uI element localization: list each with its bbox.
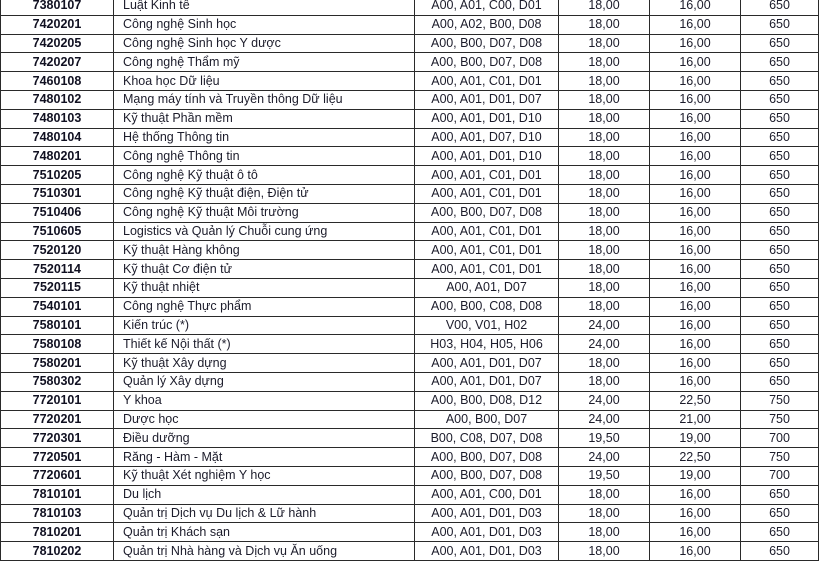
score-cell: 18,00 [559, 372, 650, 391]
score-cell: 16,00 [650, 504, 741, 523]
major-code-cell: 7420201 [1, 15, 114, 34]
major-name-cell: Răng - Hàm - Mặt [114, 448, 415, 467]
score-cell: 650 [741, 354, 819, 373]
score-cell: 750 [741, 391, 819, 410]
table-row [1, 278, 819, 297]
subject-combination-cell: A00, B00, D07, D08 [415, 53, 559, 72]
table-row [1, 72, 819, 91]
score-cell: 650 [741, 542, 819, 561]
major-name-cell: Khoa học Dữ liệu [114, 72, 415, 91]
major-name-cell: Luật Kinh tế [114, 0, 415, 15]
score-cell: 650 [741, 335, 819, 354]
score-cell: 650 [741, 504, 819, 523]
table-row [1, 466, 819, 485]
subject-combination-cell: A00, B00, D08, D12 [415, 391, 559, 410]
subject-combination-cell: A00, B00, D07 [415, 410, 559, 429]
score-cell: 16,00 [650, 147, 741, 166]
score-cell: 650 [741, 72, 819, 91]
major-name-cell: Quản trị Dịch vụ Du lịch & Lữ hành [114, 504, 415, 523]
score-cell: 16,00 [650, 372, 741, 391]
major-code-cell: 7580108 [1, 335, 114, 354]
major-name-cell: Mạng máy tính và Truyền thông Dữ liệu [114, 90, 415, 109]
major-name-cell: Công nghệ Thực phẩm [114, 297, 415, 316]
score-cell: 16,00 [650, 34, 741, 53]
score-cell: 24,00 [559, 316, 650, 335]
major-name-cell: Kỹ thuật Hàng không [114, 241, 415, 260]
major-name-cell: Hệ thống Thông tin [114, 128, 415, 147]
score-cell: 16,00 [650, 335, 741, 354]
major-code-cell: 7580302 [1, 372, 114, 391]
score-cell: 18,00 [559, 203, 650, 222]
score-cell: 18,00 [559, 485, 650, 504]
table-row [1, 0, 819, 15]
major-code-cell: 7510605 [1, 222, 114, 241]
score-cell: 650 [741, 109, 819, 128]
score-cell: 16,00 [650, 203, 741, 222]
score-cell: 16,00 [650, 166, 741, 185]
score-cell: 18,00 [559, 128, 650, 147]
score-cell: 750 [741, 410, 819, 429]
major-code-cell: 7720201 [1, 410, 114, 429]
subject-combination-cell: A00, A01, D01, D07 [415, 372, 559, 391]
subject-combination-cell: A00, A01, D01, D03 [415, 504, 559, 523]
table-row [1, 485, 819, 504]
major-name-cell: Quản trị Nhà hàng và Dịch vụ Ăn uống [114, 542, 415, 561]
subject-combination-cell: A00, A01, C01, D01 [415, 241, 559, 260]
major-name-cell: Công nghệ Thông tin [114, 147, 415, 166]
score-cell: 16,00 [650, 260, 741, 279]
score-cell: 22,50 [650, 391, 741, 410]
table-row [1, 222, 819, 241]
table-row [1, 260, 819, 279]
score-cell: 18,00 [559, 222, 650, 241]
table-row [1, 542, 819, 561]
score-cell: 650 [741, 297, 819, 316]
major-code-cell: 7580201 [1, 354, 114, 373]
major-code-cell: 7480102 [1, 90, 114, 109]
major-code-cell: 7810101 [1, 485, 114, 504]
score-cell: 18,00 [559, 15, 650, 34]
subject-combination-cell: A00, B00, D07, D08 [415, 466, 559, 485]
score-cell: 16,00 [650, 297, 741, 316]
subject-combination-cell: A00, A01, D01, D10 [415, 109, 559, 128]
score-cell: 19,00 [650, 466, 741, 485]
table-row [1, 523, 819, 542]
score-cell: 16,00 [650, 109, 741, 128]
major-name-cell: Công nghệ Kỹ thuật ô tô [114, 166, 415, 185]
score-cell: 700 [741, 466, 819, 485]
major-code-cell: 7420205 [1, 34, 114, 53]
score-cell: 16,00 [650, 241, 741, 260]
score-cell: 18,00 [559, 297, 650, 316]
table-row [1, 203, 819, 222]
subject-combination-cell: A00, A01, D07, D10 [415, 128, 559, 147]
subject-combination-cell: A00, A01, D01, D03 [415, 542, 559, 561]
major-code-cell: 7520114 [1, 260, 114, 279]
major-code-cell: 7720301 [1, 429, 114, 448]
table-body [1, 0, 819, 560]
score-cell: 650 [741, 147, 819, 166]
major-code-cell: 7460108 [1, 72, 114, 91]
score-cell: 16,00 [650, 542, 741, 561]
table-row [1, 166, 819, 185]
table-row [1, 53, 819, 72]
major-code-cell: 7480201 [1, 147, 114, 166]
score-cell: 18,00 [559, 184, 650, 203]
major-code-cell: 7810103 [1, 504, 114, 523]
subject-combination-cell: A00, A02, B00, D08 [415, 15, 559, 34]
table-row [1, 241, 819, 260]
major-code-cell: 7480104 [1, 128, 114, 147]
score-cell: 24,00 [559, 448, 650, 467]
score-cell: 650 [741, 0, 819, 15]
score-cell: 650 [741, 278, 819, 297]
major-code-cell: 7810202 [1, 542, 114, 561]
score-cell: 18,00 [559, 53, 650, 72]
table-row [1, 372, 819, 391]
score-cell: 650 [741, 222, 819, 241]
major-code-cell: 7380107 [1, 0, 114, 15]
subject-combination-cell: A00, A01, D07 [415, 278, 559, 297]
score-cell: 18,00 [559, 504, 650, 523]
table-row [1, 504, 819, 523]
score-cell: 16,00 [650, 15, 741, 34]
major-name-cell: Thiết kế Nội thất (*) [114, 335, 415, 354]
score-cell: 16,00 [650, 90, 741, 109]
major-code-cell: 7580101 [1, 316, 114, 335]
subject-combination-cell: A00, B00, D07, D08 [415, 448, 559, 467]
score-cell: 18,00 [559, 278, 650, 297]
table-row [1, 128, 819, 147]
score-cell: 16,00 [650, 128, 741, 147]
score-cell: 16,00 [650, 354, 741, 373]
subject-combination-cell: V00, V01, H02 [415, 316, 559, 335]
score-cell: 18,00 [559, 34, 650, 53]
score-cell: 650 [741, 53, 819, 72]
major-name-cell: Kỹ thuật nhiệt [114, 278, 415, 297]
major-name-cell: Kỹ thuật Xây dựng [114, 354, 415, 373]
table-row [1, 410, 819, 429]
major-code-cell: 7510406 [1, 203, 114, 222]
subject-combination-cell: A00, A01, C01, D01 [415, 222, 559, 241]
score-cell: 18,00 [559, 354, 650, 373]
subject-combination-cell: A00, B00, D07, D08 [415, 34, 559, 53]
score-cell: 16,00 [650, 485, 741, 504]
subject-combination-cell: B00, C08, D07, D08 [415, 429, 559, 448]
major-name-cell: Kiến trúc (*) [114, 316, 415, 335]
score-cell: 650 [741, 90, 819, 109]
score-cell: 18,00 [559, 147, 650, 166]
score-cell: 650 [741, 241, 819, 260]
score-cell: 16,00 [650, 222, 741, 241]
score-cell: 16,00 [650, 184, 741, 203]
table-row [1, 147, 819, 166]
subject-combination-cell: A00, A01, C01, D01 [415, 260, 559, 279]
score-cell: 16,00 [650, 523, 741, 542]
subject-combination-cell: A00, A01, C01, D01 [415, 166, 559, 185]
major-name-cell: Điều dưỡng [114, 429, 415, 448]
subject-combination-cell: H03, H04, H05, H06 [415, 335, 559, 354]
subject-combination-cell: A00, A01, C00, D01 [415, 0, 559, 15]
major-name-cell: Quản trị Khách sạn [114, 523, 415, 542]
score-cell: 19,50 [559, 466, 650, 485]
major-code-cell: 7480103 [1, 109, 114, 128]
major-name-cell: Kỹ thuật Phần mềm [114, 109, 415, 128]
subject-combination-cell: A00, A01, D01, D03 [415, 523, 559, 542]
score-cell: 650 [741, 372, 819, 391]
table-row [1, 448, 819, 467]
subject-combination-cell: A00, A01, D01, D10 [415, 147, 559, 166]
table-row [1, 391, 819, 410]
score-cell: 18,00 [559, 72, 650, 91]
score-cell: 650 [741, 523, 819, 542]
major-name-cell: Logistics và Quản lý Chuỗi cung ứng [114, 222, 415, 241]
score-cell: 18,00 [559, 542, 650, 561]
score-cell: 650 [741, 15, 819, 34]
major-code-cell: 7520120 [1, 241, 114, 260]
score-cell: 22,50 [650, 448, 741, 467]
score-cell: 650 [741, 166, 819, 185]
subject-combination-cell: A00, B00, C08, D08 [415, 297, 559, 316]
table-row [1, 316, 819, 335]
score-cell: 24,00 [559, 335, 650, 354]
table-row [1, 297, 819, 316]
subject-combination-cell: A00, A01, C00, D01 [415, 485, 559, 504]
score-cell: 700 [741, 429, 819, 448]
table-row [1, 15, 819, 34]
table-row [1, 429, 819, 448]
major-name-cell: Công nghệ Thẩm mỹ [114, 53, 415, 72]
score-cell: 16,00 [650, 278, 741, 297]
subject-combination-cell: A00, A01, D01, D07 [415, 90, 559, 109]
table-row [1, 34, 819, 53]
score-cell: 18,00 [559, 523, 650, 542]
major-code-cell: 7720501 [1, 448, 114, 467]
major-name-cell: Dược học [114, 410, 415, 429]
score-cell: 16,00 [650, 316, 741, 335]
score-cell: 750 [741, 448, 819, 467]
table-row [1, 354, 819, 373]
table-row [1, 90, 819, 109]
major-name-cell: Quản lý Xây dựng [114, 372, 415, 391]
score-cell: 18,00 [559, 260, 650, 279]
subject-combination-cell: A00, A01, C01, D01 [415, 72, 559, 91]
major-name-cell: Công nghệ Kỹ thuật Môi trường [114, 203, 415, 222]
major-code-cell: 7720101 [1, 391, 114, 410]
major-code-cell: 7510301 [1, 184, 114, 203]
subject-combination-cell: A00, A01, C01, D01 [415, 184, 559, 203]
major-code-cell: 7720601 [1, 466, 114, 485]
score-cell: 650 [741, 128, 819, 147]
score-cell: 16,00 [650, 53, 741, 72]
subject-combination-cell: A00, A01, D01, D07 [415, 354, 559, 373]
score-cell: 18,00 [559, 90, 650, 109]
score-cell: 16,00 [650, 0, 741, 15]
major-code-cell: 7810201 [1, 523, 114, 542]
major-code-cell: 7510205 [1, 166, 114, 185]
major-name-cell: Công nghệ Sinh học Y dược [114, 34, 415, 53]
major-code-cell: 7420207 [1, 53, 114, 72]
score-cell: 18,00 [559, 0, 650, 15]
score-cell: 18,00 [559, 241, 650, 260]
score-cell: 650 [741, 184, 819, 203]
score-cell: 650 [741, 260, 819, 279]
score-cell: 650 [741, 485, 819, 504]
score-cell: 24,00 [559, 391, 650, 410]
subject-combination-cell: A00, B00, D07, D08 [415, 203, 559, 222]
score-cell: 18,00 [559, 166, 650, 185]
score-cell: 16,00 [650, 72, 741, 91]
score-cell: 650 [741, 316, 819, 335]
major-code-cell: 7540101 [1, 297, 114, 316]
score-cell: 650 [741, 34, 819, 53]
table-row [1, 335, 819, 354]
table-row [1, 184, 819, 203]
score-cell: 19,00 [650, 429, 741, 448]
major-name-cell: Kỹ thuật Xét nghiệm Y học [114, 466, 415, 485]
major-name-cell: Công nghệ Sinh học [114, 15, 415, 34]
score-cell: 21,00 [650, 410, 741, 429]
major-name-cell: Kỹ thuật Cơ điện tử [114, 260, 415, 279]
major-name-cell: Du lịch [114, 485, 415, 504]
table-row [1, 109, 819, 128]
score-cell: 18,00 [559, 109, 650, 128]
score-cell: 24,00 [559, 410, 650, 429]
major-name-cell: Công nghệ Kỹ thuật điện, Điện tử [114, 184, 415, 203]
major-name-cell: Y khoa [114, 391, 415, 410]
score-cell: 650 [741, 203, 819, 222]
score-cell: 19,50 [559, 429, 650, 448]
major-code-cell: 7520115 [1, 278, 114, 297]
